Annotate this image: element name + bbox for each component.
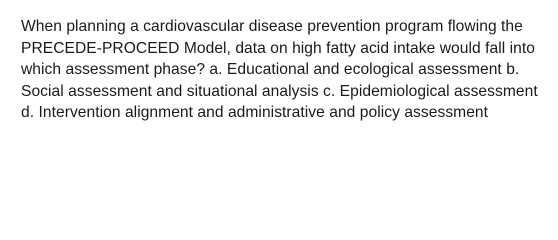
question-text: When planning a cardiovascular disease prevention program flowing the PRECEDE-PROCEED Model, data on high fatty acid intake would fall into which assessment phase? a. Educational and ecological assessment b. Social assessment and situational analysis c. Epidemiological assessment d. Intervention alignment and administrative and policy assessment <box>21 18 538 122</box>
